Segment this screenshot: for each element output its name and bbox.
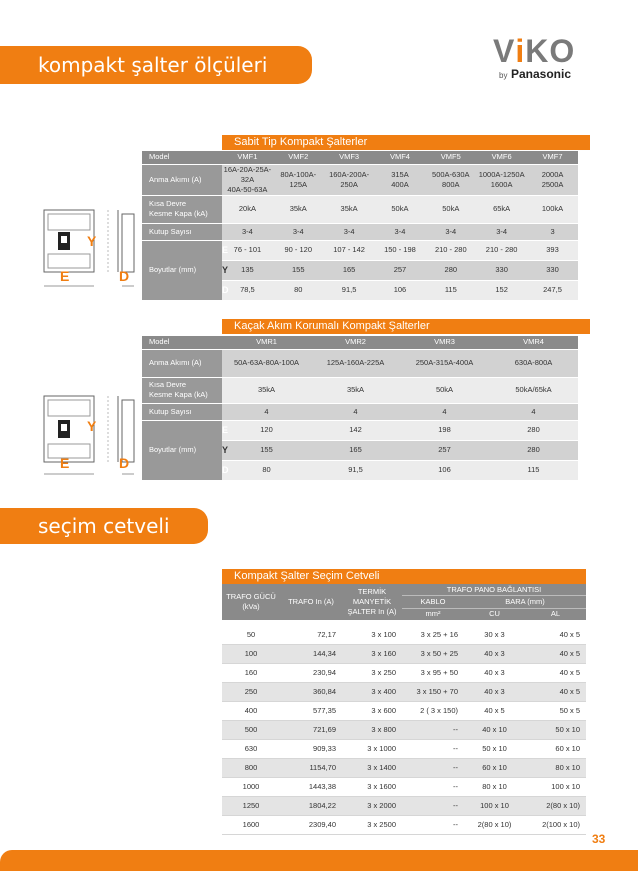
table-cell: 3 x 250	[342, 664, 402, 683]
table-cell: 3 x 150 + 70	[402, 683, 464, 702]
table-cell: 40 x 3	[464, 664, 525, 683]
table-cell: 50 x 10	[464, 740, 525, 759]
table-cell: 3 x 400	[342, 683, 402, 702]
table-cell: 1600	[222, 816, 280, 835]
dim-letter-d: D	[119, 268, 130, 284]
table-cell: 3 x 1400	[342, 759, 402, 778]
dim-letter-y: Y	[87, 418, 97, 434]
leak-spec-table	[142, 336, 578, 481]
table-cell: 144,34	[280, 645, 342, 664]
table-row: Kutup Sayısı 3-4 3-4 3-4 3-4 3-4 3-4 3	[142, 223, 578, 240]
fixed-spec-table	[142, 151, 578, 301]
table-cell: 3 x 2000	[342, 797, 402, 816]
table-cell: 630	[222, 740, 280, 759]
table-cell: 250	[222, 683, 280, 702]
table-row: Model VMR1 VMR2 VMR3 VMR4	[142, 336, 578, 349]
table-cell: 500	[222, 721, 280, 740]
table-cell: 40 x 5	[525, 645, 586, 664]
table-cell: 50	[222, 626, 280, 645]
dim-letter-e: E	[60, 455, 70, 471]
dim-letter-d: D	[119, 455, 130, 471]
table-row	[222, 778, 586, 797]
table-cell: 2(80 x 10)	[525, 797, 586, 816]
table-cell: 80 x 10	[525, 759, 586, 778]
table-cell: 1250	[222, 797, 280, 816]
table-row	[222, 626, 586, 645]
table-cell: 3 x 25 + 16	[402, 626, 464, 645]
table-cell: 50 x 10	[525, 721, 586, 740]
table-cell: 1443,38	[280, 778, 342, 797]
table-cell: --	[402, 778, 464, 797]
table-cell: 3 x 800	[342, 721, 402, 740]
table-cell: --	[402, 740, 464, 759]
table-row	[222, 645, 586, 664]
table-row	[222, 759, 586, 778]
selection-table	[222, 584, 586, 835]
section-heading-text: kompakt şalter ölçüleri	[38, 53, 268, 77]
page-number: 33	[592, 832, 606, 846]
table-cell: 2 ( 3 x 150)	[402, 702, 464, 721]
table-row: 135 155 165 257 280 330 330	[142, 260, 578, 280]
table-cell: 100	[222, 645, 280, 664]
table-cell: 3 x 1000	[342, 740, 402, 759]
dim-letter-y: Y	[87, 233, 97, 249]
section-heading-selection	[0, 508, 208, 544]
table-cell: 80 x 10	[464, 778, 525, 797]
table-row: Model VMF1 VMF2 VMF3 VMF4 VMF5 VMF6 VMF7	[142, 151, 578, 164]
table-cell: 40 x 3	[464, 683, 525, 702]
fixed-table-title: Sabit Tip Kompakt Şalterler	[222, 135, 590, 150]
table-cell: 60 x 10	[525, 740, 586, 759]
selection-table-title: Kompakt Şalter Seçim Cetveli	[222, 569, 586, 584]
table-cell: --	[402, 816, 464, 835]
table-row: Boyutlar (mm) 76 - 101 90 - 120 107 - 142 150 - 198 210 - 280 210 - 280 393	[142, 240, 578, 260]
table-cell: 100 x 10	[525, 778, 586, 797]
table-cell: 577,35	[280, 702, 342, 721]
table-cell: 1154,70	[280, 759, 342, 778]
leak-table-title: Kaçak Akım Korumalı Kompakt Şalterler	[222, 319, 590, 334]
table-header-row: KABLO BARA (mm)	[222, 596, 586, 608]
table-cell: 40 x 5	[525, 683, 586, 702]
table-cell: 2(100 x 10)	[525, 816, 586, 835]
table-row: Boyutlar (mm) 120 142 198 280	[142, 420, 578, 440]
table-cell: 100 x 10	[464, 797, 525, 816]
viko-panasonic-logo: ViKO by Panasonic	[493, 33, 576, 81]
table-cell: --	[402, 797, 464, 816]
table-cell: 230,94	[280, 664, 342, 683]
table-row: Kutup Sayısı 4 4 4 4	[142, 403, 578, 420]
table-row: Anma Akımı (A) 16A-20A-25A-32A 40A-50-63A 80A-100A-125A 160A-200A- 250A 315A 400A 500A-630A 800A 1000A-1250A 1600A 2000A 2500A	[142, 164, 578, 195]
breaker-dimension-drawing	[38, 388, 148, 480]
table-cell: 360,84	[280, 683, 342, 702]
table-cell: 3 x 95 + 50	[402, 664, 464, 683]
table-row	[222, 797, 586, 816]
table-cell: 160	[222, 664, 280, 683]
table-cell: 2(80 x 10)	[464, 816, 525, 835]
table-cell: 50 x 5	[525, 702, 586, 721]
table-header-row: mm² CU AL	[222, 608, 586, 620]
table-cell: 400	[222, 702, 280, 721]
table-row: 78,5 80 91,5 106 115 152 247,5	[142, 280, 578, 300]
table-cell: 909,33	[280, 740, 342, 759]
table-cell: 3 x 100	[342, 626, 402, 645]
table-row	[222, 702, 586, 721]
table-cell: 1804,22	[280, 797, 342, 816]
table-row: Anma Akımı (A) 50A-63A-80A-100A 125A-160A-225A 250A-315A-400A 630A-800A	[142, 349, 578, 377]
table-row	[222, 721, 586, 740]
table-cell: 30 x 3	[464, 626, 525, 645]
table-cell: 721,69	[280, 721, 342, 740]
table-row	[222, 816, 586, 835]
table-cell: --	[402, 721, 464, 740]
table-cell: 40 x 5	[464, 702, 525, 721]
table-cell: 40 x 3	[464, 645, 525, 664]
table-row	[222, 740, 586, 759]
dim-letter-e: E	[60, 268, 70, 284]
table-cell: 3 x 160	[342, 645, 402, 664]
table-row: Kısa Devre Kesme Kapa (kA) 20kA 35kA 35kA 50kA 50kA 65kA 100kA	[142, 195, 578, 223]
section-heading-text: seçim cetveli	[38, 514, 170, 538]
table-cell: 3 x 1600	[342, 778, 402, 797]
table-cell: --	[402, 759, 464, 778]
table-row	[222, 664, 586, 683]
section-heading-dimensions	[0, 46, 312, 84]
table-row: 80 91,5 106 115	[142, 460, 578, 480]
table-cell: 3 x 600	[342, 702, 402, 721]
table-header-row: TRAFO GÜCÜ (kVa) TRAFO In (A) TERMİK MANYETİK ŞALTER In (A) TRAFO PANO BAĞLANTISI	[222, 584, 586, 596]
table-cell: 3 x 2500	[342, 816, 402, 835]
table-row: 155 165 257 280	[142, 440, 578, 460]
table-cell: 40 x 5	[525, 626, 586, 645]
table-cell: 1000	[222, 778, 280, 797]
table-cell: 72,17	[280, 626, 342, 645]
table-cell: 3 x 50 + 25	[402, 645, 464, 664]
table-cell: 60 x 10	[464, 759, 525, 778]
table-row: Kısa Devre Kesme Kapa (kA) 35kA 35kA 50kA 50kA/65kA	[142, 377, 578, 403]
table-cell: 2309,40	[280, 816, 342, 835]
footer-band	[0, 850, 638, 871]
table-cell: 800	[222, 759, 280, 778]
table-cell: 40 x 10	[464, 721, 525, 740]
table-row	[222, 683, 586, 702]
table-cell: 40 x 5	[525, 664, 586, 683]
